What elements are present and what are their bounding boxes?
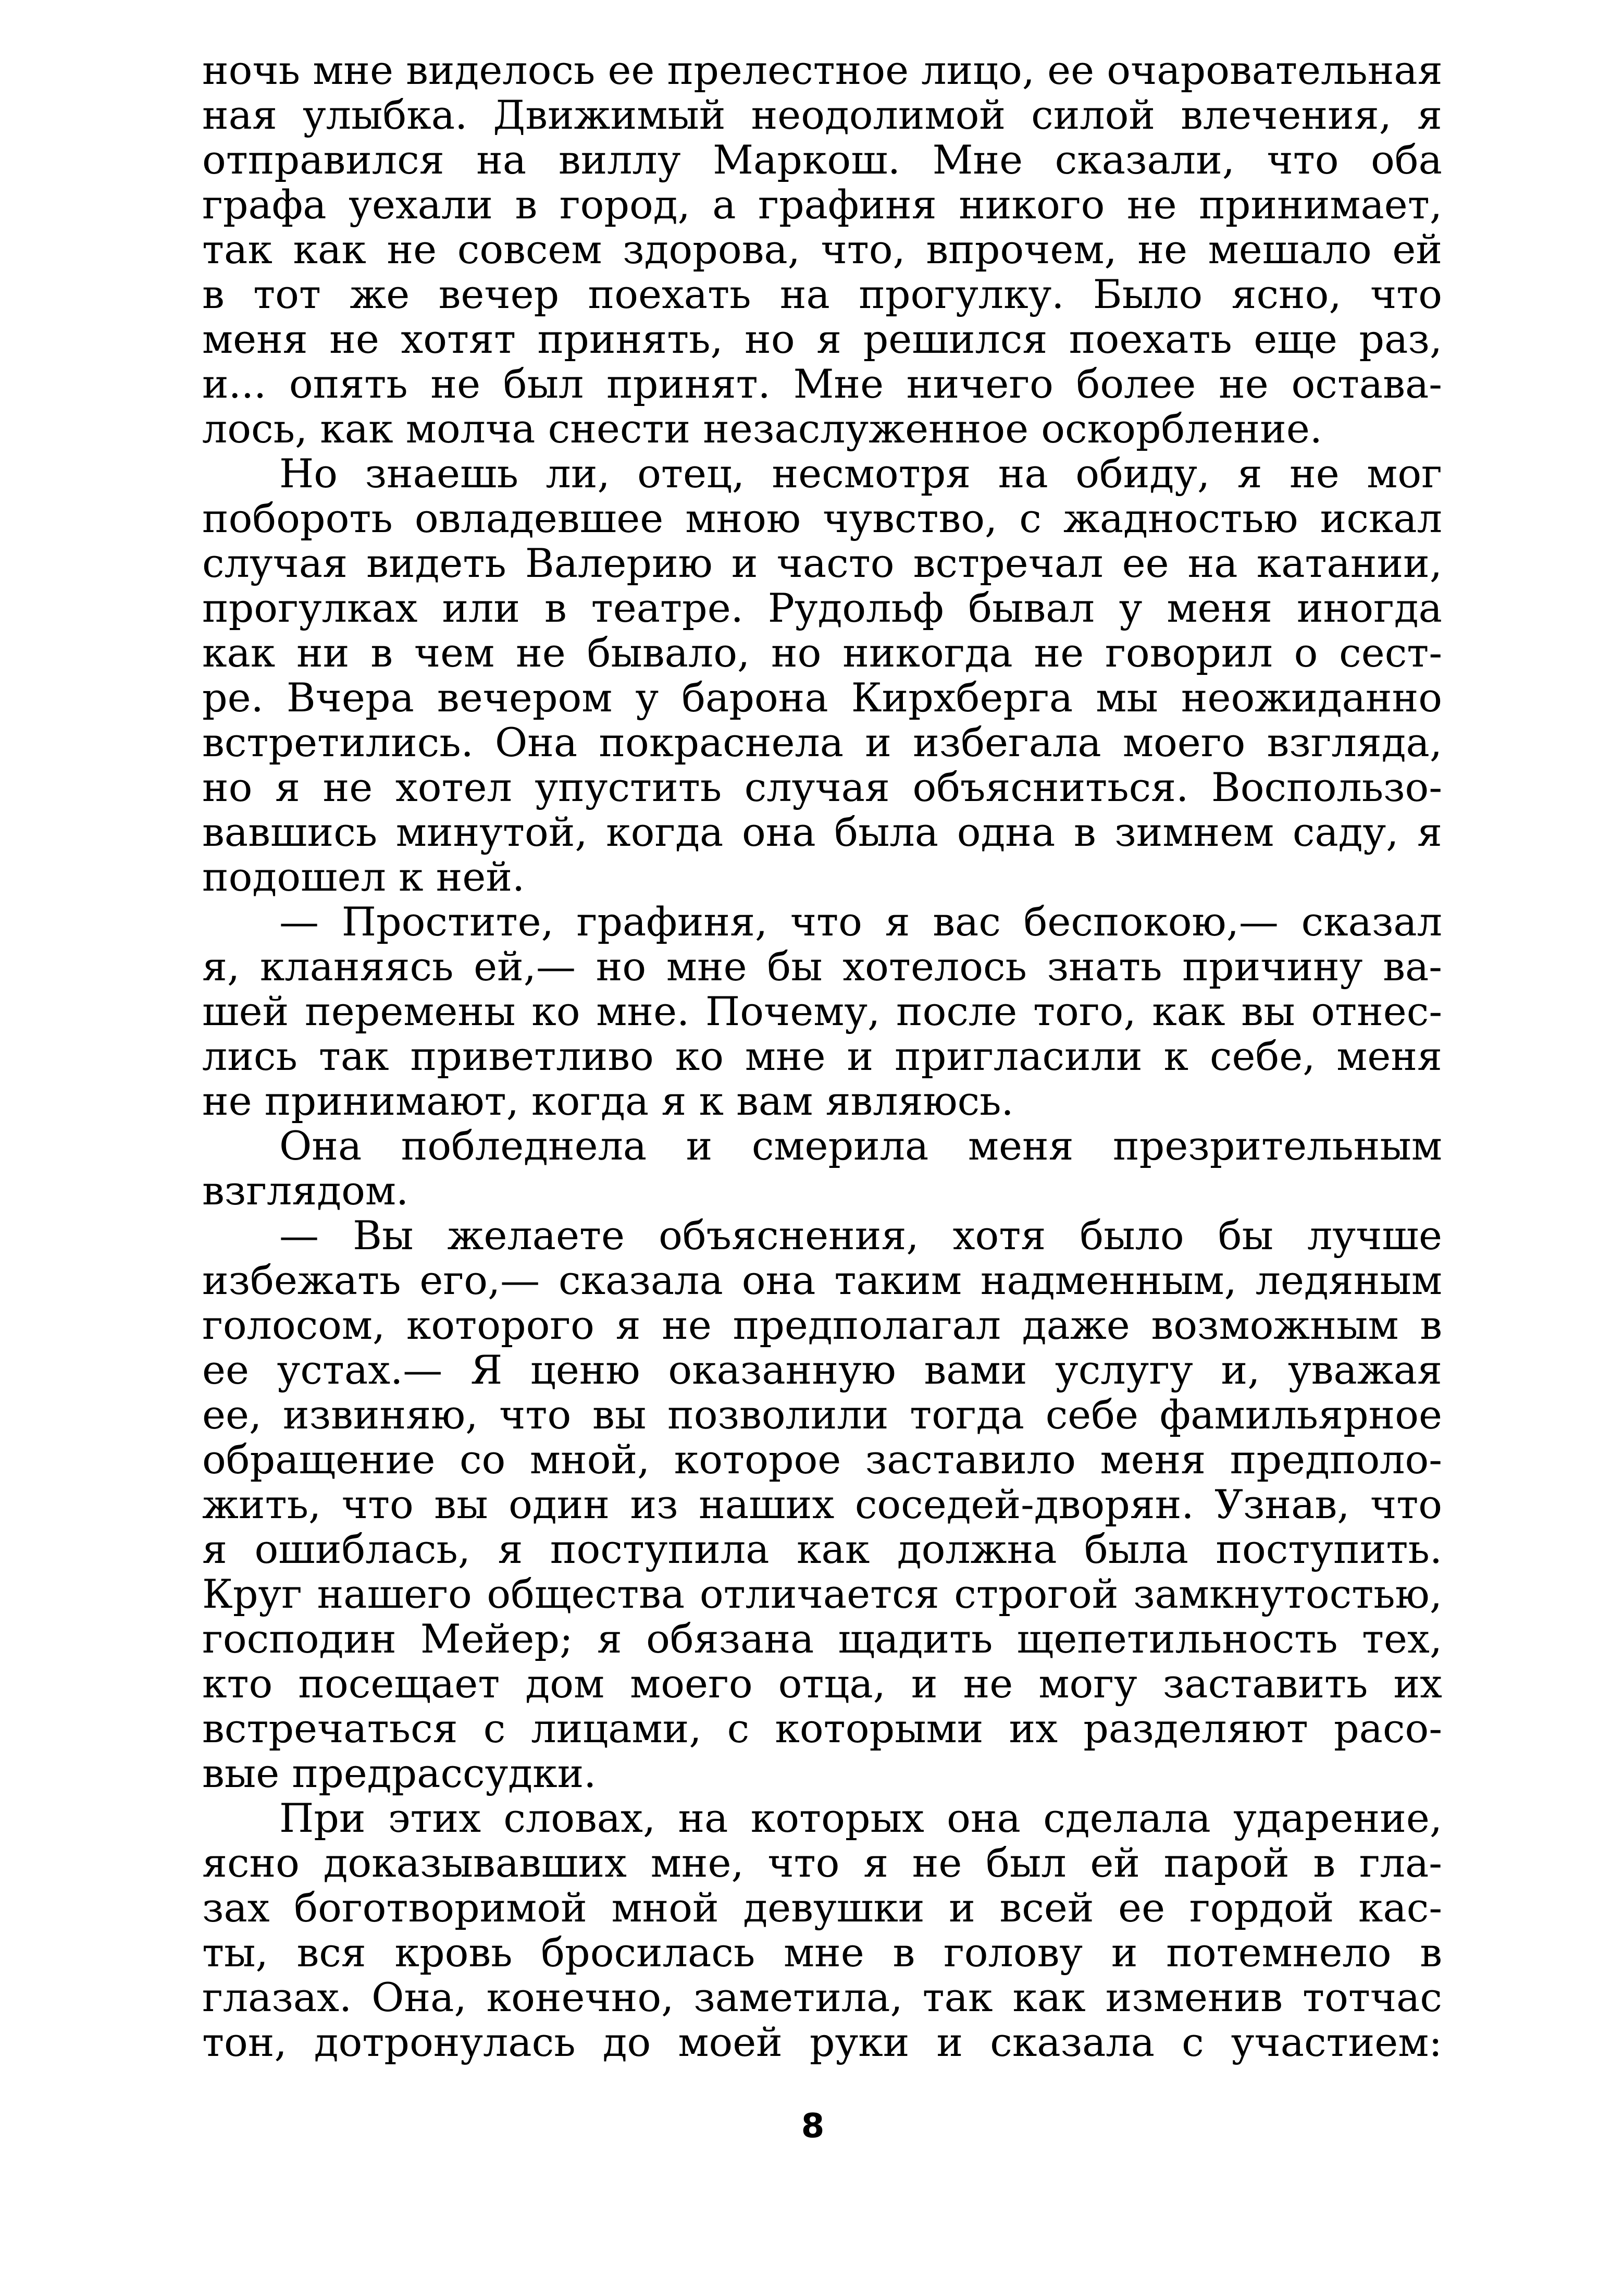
text-line: ты, вся кровь бросилась мне в голову и потемнело в [202, 1929, 1442, 1976]
text-line: зах боготворимой мной девушки и всей ее гордой кас- [202, 1884, 1442, 1931]
text-line: — Вы желаете объяснения, хотя было бы лучше [279, 1212, 1442, 1259]
text-line: ее устах.— Я ценю оказанную вами услугу и, уважая [202, 1347, 1442, 1393]
text-line: прогулках или в театре. Рудольф бывал у меня иногда [202, 585, 1442, 631]
text-line: Она побледнела и смерила меня презрительным [279, 1123, 1442, 1169]
text-line: графа уехали в город, а графиня никого не принимает, [202, 181, 1442, 228]
text-line: так как не совсем здорова, что, впрочем, не мешало ей [202, 226, 1442, 273]
text-line: ная улыбка. Движимый неодолимой силой влечения, я [202, 92, 1442, 138]
text-line: При этих словах, на которых она сделала ударение, [279, 1795, 1442, 1841]
text-line: как ни в чем не бывало, но никогда не говорил о сест- [202, 630, 1442, 676]
text-line: ясно доказывавших мне, что я не был ей парой в гла- [202, 1840, 1442, 1886]
text-line: ее, извиняю, что вы позволили тогда себе фамильярное [202, 1391, 1442, 1438]
text-line: обращение со мной, которое заставило меня предполо- [202, 1436, 1442, 1483]
text-line: кто посещает дом моего отца, и не могу заставить их [202, 1660, 1442, 1707]
text-line: — Простите, графиня, что я вас беспокою,— сказал [279, 898, 1442, 945]
text-line: шей перемены ко мне. Почему, после того, как вы отнес- [202, 988, 1442, 1034]
page-number: 8 [801, 2107, 825, 2146]
text-line: тон, дотронулась до моей руки и сказала с участием: [202, 2019, 1442, 2065]
text-line: я ошиблась, я поступила как должна была поступить. [202, 1526, 1442, 1572]
text-line: ночь мне виделось ее прелестное лицо, ее очаровательная [202, 47, 1443, 93]
text-line: Но знаешь ли, отец, несмотря на обиду, я не мог [279, 450, 1442, 497]
text-line: лось, как молча снести незаслуженное оскорбление. [202, 405, 1322, 452]
text-line: я, кланяясь ей,— но мне бы хотелось знать причину ва- [202, 943, 1442, 990]
text-line: глазах. Она, конечно, заметила, так как изменив тотчас [202, 1974, 1442, 2020]
text-line: побороть овладевшее мною чувство, с жадностью искал [202, 495, 1442, 541]
text-line: встретились. Она покраснела и избегала моего взгляда, [202, 719, 1442, 766]
text-line: Круг нашего общества отличается строгой замкнутостью, [202, 1571, 1442, 1617]
text-line: меня не хотят принять, но я решился поехать еще раз, [202, 316, 1442, 362]
text-line: жить, что вы один из наших соседей-дворян. Узнав, что [202, 1481, 1442, 1527]
text-line: вые предрассудки. [202, 1750, 597, 1796]
text-line: не принимают, когда я к вам являюсь. [202, 1078, 1014, 1124]
text-line: отправился на виллу Маркош. Мне сказали, что оба [202, 137, 1442, 183]
text-line: подошел к ней. [202, 854, 525, 900]
text-line: господин Мейер; я обязана щадить щепетильность тех, [202, 1616, 1442, 1662]
text-line: и... опять не был принят. Мне ничего более не остава- [202, 361, 1442, 407]
text-line: голосом, которого я не предполагал даже возможным в [202, 1302, 1442, 1348]
text-line: в тот же вечер поехать на прогулку. Было ясно, что [202, 271, 1442, 317]
page-text [202, 48, 1442, 2065]
text-line: вавшись минутой, когда она была одна в зимнем саду, я [202, 809, 1442, 855]
text-line: случая видеть Валерию и часто встречал ее на катании, [202, 540, 1442, 586]
text-line: ре. Вчера вечером у барона Кирхберга мы неожиданно [202, 674, 1442, 721]
text-line: избежать его,— сказала она таким надменным, ледяным [202, 1257, 1442, 1303]
text-line: лись так приветливо ко мне и пригласили к себе, меня [202, 1033, 1442, 1079]
text-line: но я не хотел упустить случая объясниться. Воспользо- [202, 764, 1442, 810]
text-line: встречаться с лицами, с которыми их разделяют расо- [202, 1705, 1442, 1752]
text-line: взглядом. [202, 1167, 409, 1214]
